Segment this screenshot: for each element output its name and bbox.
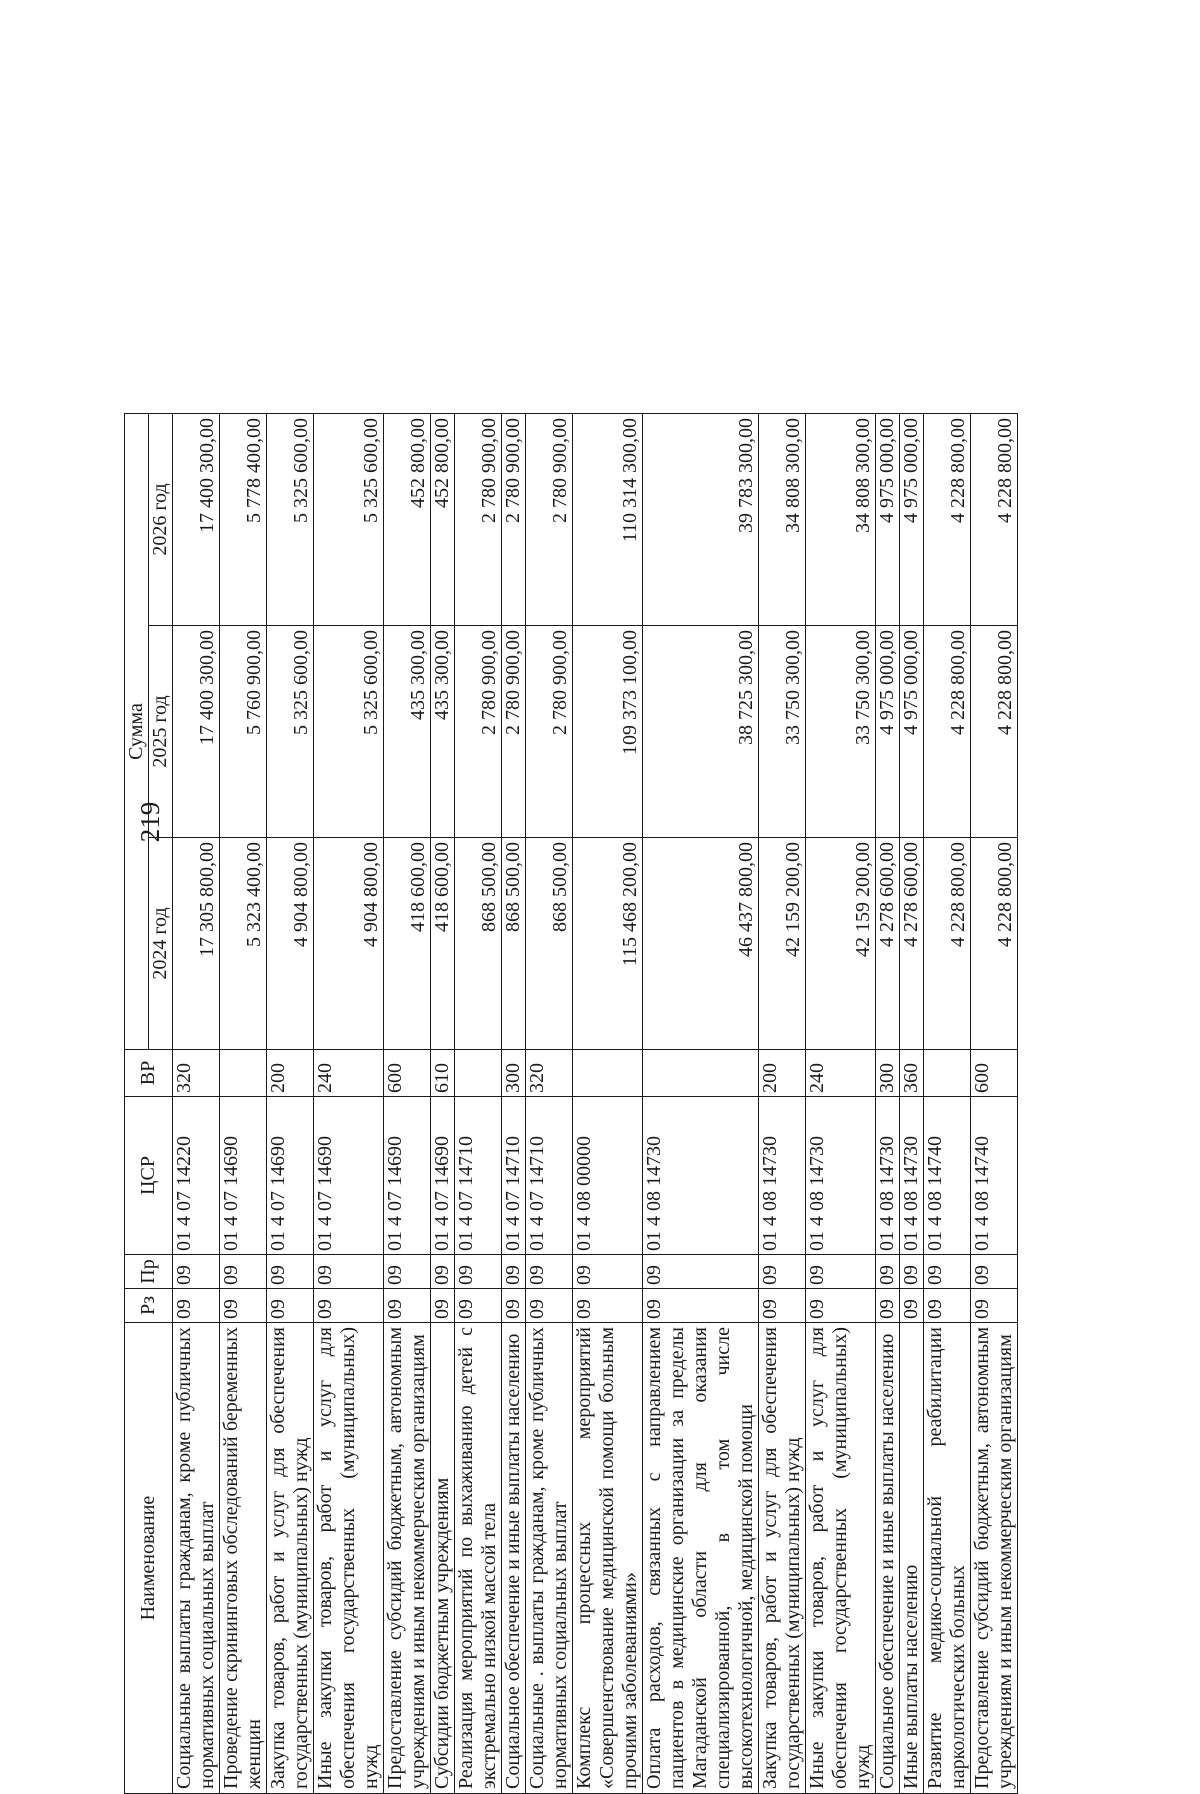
row-sum-2026: 452 800,00 — [431, 413, 455, 625]
row-csr: 01 4 08 14740 — [971, 1097, 1018, 1255]
table-row — [431, 413, 455, 1793]
row-vr — [573, 1050, 643, 1097]
header-pr: Пр — [125, 1255, 173, 1289]
row-sum-2026: 5 778 400,00 — [220, 413, 267, 625]
row-sum-2024: 4 228 800,00 — [971, 838, 1018, 1050]
row-csr: 01 4 07 14690 — [267, 1097, 314, 1255]
row-pr: 09 — [220, 1255, 267, 1289]
row-sum-2025: 33 750 300,00 — [759, 626, 806, 838]
table-row — [384, 413, 431, 1793]
row-name: Субсидии бюджетным учреждениям — [431, 1323, 455, 1794]
row-rz: 09 — [267, 1289, 314, 1323]
table-row — [220, 413, 267, 1793]
row-vr: 600 — [971, 1050, 1018, 1097]
row-rz: 09 — [876, 1289, 900, 1323]
row-sum-2026: 2 780 900,00 — [502, 413, 526, 625]
row-vr: 320 — [526, 1050, 573, 1097]
header-name: Наименование — [125, 1323, 173, 1794]
row-sum-2026: 34 808 300,00 — [806, 413, 876, 625]
table-row — [806, 413, 876, 1793]
row-sum-2024: 868 500,00 — [502, 838, 526, 1050]
row-sum-2024: 46 437 800,00 — [643, 838, 759, 1050]
table-row — [502, 413, 526, 1793]
header-year-2025: 2025 год — [149, 626, 173, 838]
row-pr: 09 — [806, 1255, 876, 1289]
row-sum-2024: 4 278 600,00 — [876, 838, 900, 1050]
row-sum-2026: 110 314 300,00 — [573, 413, 643, 625]
row-csr: 01 4 08 14730 — [900, 1097, 924, 1255]
table-row — [759, 413, 806, 1793]
budget-table — [124, 413, 1018, 1794]
row-csr: 01 4 07 14690 — [384, 1097, 431, 1255]
row-sum-2025: 5 325 600,00 — [314, 626, 384, 838]
row-rz: 09 — [573, 1289, 643, 1323]
row-rz: 09 — [220, 1289, 267, 1323]
row-pr: 09 — [526, 1255, 573, 1289]
row-rz: 09 — [971, 1289, 1018, 1323]
row-sum-2025: 5 760 900,00 — [220, 626, 267, 838]
row-pr: 09 — [759, 1255, 806, 1289]
header-vr: ВР — [125, 1050, 173, 1097]
row-sum-2024: 42 159 200,00 — [759, 838, 806, 1050]
row-vr: 300 — [876, 1050, 900, 1097]
row-sum-2025: 109 373 100,00 — [573, 626, 643, 838]
row-sum-2026: 2 780 900,00 — [455, 413, 502, 625]
row-name: Проведение скрининговых обследований беременных женщин — [220, 1323, 267, 1794]
table-row — [526, 413, 573, 1793]
table-row — [173, 413, 220, 1793]
row-csr: 01 4 08 14730 — [876, 1097, 900, 1255]
header-year-2024: 2024 год — [149, 838, 173, 1050]
table-row — [643, 413, 759, 1793]
row-rz: 09 — [643, 1289, 759, 1323]
table-row — [267, 413, 314, 1793]
row-rz: 09 — [806, 1289, 876, 1323]
row-sum-2024: 4 278 600,00 — [900, 838, 924, 1050]
row-name: Развитие медико-социальной реабилитации наркологических больных — [924, 1323, 971, 1794]
row-vr: 300 — [502, 1050, 526, 1097]
row-name: Иные закупки товаров, работ и услуг для обеспечения государственных (муниципальных) нужд — [806, 1323, 876, 1794]
row-vr: 240 — [314, 1050, 384, 1097]
row-vr: 200 — [759, 1050, 806, 1097]
row-vr — [643, 1050, 759, 1097]
row-csr: 01 4 08 14740 — [924, 1097, 971, 1255]
row-rz: 09 — [502, 1289, 526, 1323]
row-sum-2026: 5 325 600,00 — [314, 413, 384, 625]
row-rz: 09 — [900, 1289, 924, 1323]
row-sum-2026: 4 975 000,00 — [900, 413, 924, 625]
row-pr: 09 — [924, 1255, 971, 1289]
row-pr: 09 — [314, 1255, 384, 1289]
row-sum-2025: 4 228 800,00 — [924, 626, 971, 838]
row-sum-2024: 868 500,00 — [526, 838, 573, 1050]
row-pr: 09 — [573, 1255, 643, 1289]
row-rz: 09 — [526, 1289, 573, 1323]
row-sum-2025: 435 300,00 — [431, 626, 455, 838]
row-csr: 01 4 07 14690 — [314, 1097, 384, 1255]
row-csr: 01 4 08 14730 — [643, 1097, 759, 1255]
row-name: Социальные . выплаты гражданам, кроме публичных нормативных социальных выплат — [526, 1323, 573, 1794]
row-name: Предоставление субсидий бюджетным, автономным учреждениям и иным некоммерческим организациям — [384, 1323, 431, 1794]
row-vr: 360 — [900, 1050, 924, 1097]
row-csr: 01 4 07 14220 — [173, 1097, 220, 1255]
row-csr: 01 4 08 00000 — [573, 1097, 643, 1255]
row-sum-2026: 452 800,00 — [384, 413, 431, 625]
header-csr: ЦСР — [125, 1097, 173, 1255]
rotated-table-container — [124, 414, 1016, 1794]
row-vr — [924, 1050, 971, 1097]
header-year-2026: 2026 год — [149, 413, 173, 625]
row-vr: 610 — [431, 1050, 455, 1097]
table-row — [314, 413, 384, 1793]
row-pr: 09 — [971, 1255, 1018, 1289]
row-sum-2025: 38 725 300,00 — [643, 626, 759, 838]
row-sum-2025: 4 228 800,00 — [971, 626, 1018, 838]
row-rz: 09 — [314, 1289, 384, 1323]
row-sum-2026: 2 780 900,00 — [526, 413, 573, 625]
row-rz: 09 — [924, 1289, 971, 1323]
row-name: Закупка товаров, работ и услуг для обеспечения государственных (муниципальных) нужд — [267, 1323, 314, 1794]
row-pr: 09 — [876, 1255, 900, 1289]
row-sum-2026: 17 400 300,00 — [173, 413, 220, 625]
row-name: Социальное обеспечение и иные выплаты населению — [502, 1323, 526, 1794]
row-sum-2024: 868 500,00 — [455, 838, 502, 1050]
row-sum-2025: 5 325 600,00 — [267, 626, 314, 838]
row-name: Социальное обеспечение и иные выплаты населению — [876, 1323, 900, 1794]
row-name: Реализация мероприятий по выхаживанию детей с экстремально низкой массой тела — [455, 1323, 502, 1794]
row-csr: 01 4 08 14730 — [806, 1097, 876, 1255]
row-sum-2026: 4 975 000,00 — [876, 413, 900, 625]
row-vr — [455, 1050, 502, 1097]
row-sum-2026: 4 228 800,00 — [924, 413, 971, 625]
row-sum-2024: 4 228 800,00 — [924, 838, 971, 1050]
row-name: Комплекс процессных мероприятий «Совершенствование медицинской помощи больным прочими заболеваниями» — [573, 1323, 643, 1794]
row-sum-2025: 435 300,00 — [384, 626, 431, 838]
row-name: Закупка товаров, работ и услуг для обеспечения государственных (муниципальных) нужд — [759, 1323, 806, 1794]
row-csr: 01 4 07 14710 — [526, 1097, 573, 1255]
row-sum-2025: 2 780 900,00 — [455, 626, 502, 838]
row-sum-2024: 42 159 200,00 — [806, 838, 876, 1050]
row-csr: 01 4 07 14690 — [220, 1097, 267, 1255]
row-sum-2025: 2 780 900,00 — [502, 626, 526, 838]
row-sum-2026: 4 228 800,00 — [971, 413, 1018, 625]
row-sum-2024: 4 904 800,00 — [267, 838, 314, 1050]
row-csr: 01 4 08 14730 — [759, 1097, 806, 1255]
row-rz: 09 — [455, 1289, 502, 1323]
row-name: Иные выплаты населению — [900, 1323, 924, 1794]
row-sum-2026: 39 783 300,00 — [643, 413, 759, 625]
table-row — [876, 413, 900, 1793]
page-number: 219 — [135, 801, 165, 843]
row-sum-2024: 5 323 400,00 — [220, 838, 267, 1050]
row-rz: 09 — [431, 1289, 455, 1323]
table-row — [900, 413, 924, 1793]
row-rz: 09 — [759, 1289, 806, 1323]
row-sum-2025: 4 975 000,00 — [876, 626, 900, 838]
header-sum: Сумма — [125, 413, 149, 1049]
row-pr: 09 — [384, 1255, 431, 1289]
row-sum-2024: 115 468 200,00 — [573, 838, 643, 1050]
row-pr: 09 — [267, 1255, 314, 1289]
row-pr: 09 — [643, 1255, 759, 1289]
row-name: Предоставление субсидий бюджетным, автономным учреждениям и иным некоммерческим организациям — [971, 1323, 1018, 1794]
row-vr: 240 — [806, 1050, 876, 1097]
row-rz: 09 — [384, 1289, 431, 1323]
row-sum-2025: 4 975 000,00 — [900, 626, 924, 838]
table-row — [455, 413, 502, 1793]
row-pr: 09 — [900, 1255, 924, 1289]
row-pr: 09 — [431, 1255, 455, 1289]
table-row — [573, 413, 643, 1793]
row-sum-2025: 17 400 300,00 — [173, 626, 220, 838]
row-csr: 01 4 07 14710 — [502, 1097, 526, 1255]
row-sum-2026: 34 808 300,00 — [759, 413, 806, 625]
row-rz: 09 — [173, 1289, 220, 1323]
row-name: Иные закупки товаров, работ и услуг для обеспечения государственных (муниципальных) нужд — [314, 1323, 384, 1794]
row-vr: 600 — [384, 1050, 431, 1097]
row-sum-2026: 5 325 600,00 — [267, 413, 314, 625]
row-name: Оплата расходов, связанных с направлением пациентов в медицинские организации за пределы Магаданской области для оказания специализированной, в том числе высокотехнологичной, медицинской помощи — [643, 1323, 759, 1794]
row-pr: 09 — [455, 1255, 502, 1289]
row-sum-2025: 2 780 900,00 — [526, 626, 573, 838]
row-pr: 09 — [173, 1255, 220, 1289]
table-row — [924, 413, 971, 1793]
row-vr: 320 — [173, 1050, 220, 1097]
row-sum-2024: 17 305 800,00 — [173, 838, 220, 1050]
row-csr: 01 4 07 14710 — [455, 1097, 502, 1255]
row-sum-2024: 418 600,00 — [384, 838, 431, 1050]
row-sum-2025: 33 750 300,00 — [806, 626, 876, 838]
header-rz: Рз — [125, 1289, 173, 1323]
row-name: Социальные выплаты гражданам, кроме публичных нормативных социальных выплат — [173, 1323, 220, 1794]
row-sum-2024: 418 600,00 — [431, 838, 455, 1050]
row-pr: 09 — [502, 1255, 526, 1289]
row-vr — [220, 1050, 267, 1097]
row-sum-2024: 4 904 800,00 — [314, 838, 384, 1050]
row-vr: 200 — [267, 1050, 314, 1097]
table-row — [971, 413, 1018, 1793]
row-csr: 01 4 07 14690 — [431, 1097, 455, 1255]
